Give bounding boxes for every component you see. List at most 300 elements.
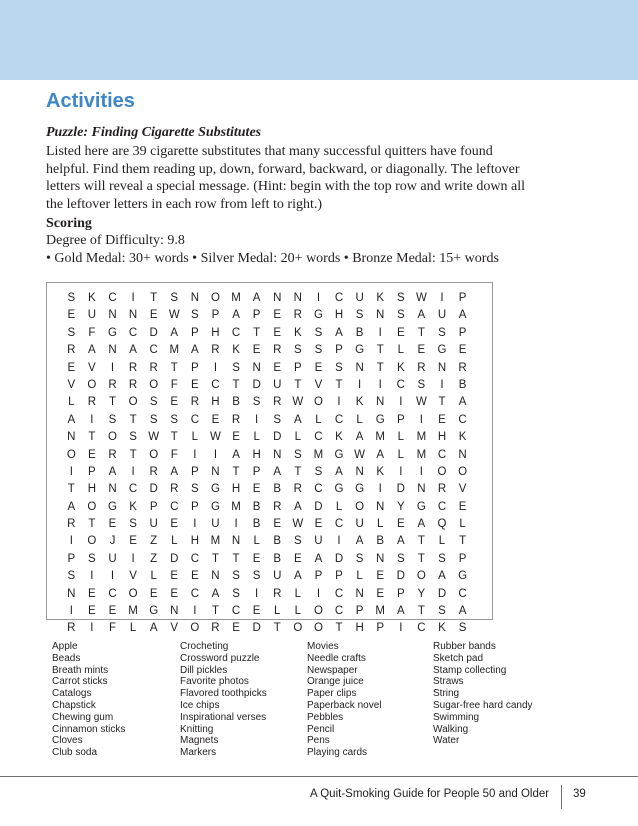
- word-list-item: Straws: [433, 676, 464, 688]
- grid-letter: B: [273, 552, 282, 565]
- word-list-item: Inspirational verses: [180, 711, 267, 723]
- grid-letter: O: [293, 622, 303, 635]
- grid-letter: V: [129, 570, 137, 583]
- grid-letter: R: [190, 396, 200, 409]
- grid-letter: O: [149, 448, 159, 461]
- grid-letter: E: [108, 605, 117, 618]
- grid-letter: P: [458, 552, 467, 565]
- grid-letter: L: [397, 448, 404, 461]
- grid-letter: S: [314, 465, 323, 478]
- grid-letter: I: [378, 378, 382, 391]
- grid-letter: G: [108, 500, 117, 513]
- grid-letter: E: [252, 552, 261, 565]
- grid-letter: A: [211, 587, 220, 600]
- grid-letter: I: [255, 587, 259, 600]
- grid-letter: K: [396, 361, 405, 374]
- grid-letter: U: [149, 518, 158, 531]
- grid-letter: L: [438, 535, 446, 548]
- grid-letter: A: [129, 344, 137, 357]
- grid-letter: I: [378, 483, 382, 496]
- grid-letter: S: [191, 309, 199, 322]
- grid-letter: C: [231, 605, 241, 618]
- grid-letter: T: [129, 448, 137, 461]
- grid-letter: I: [419, 413, 423, 426]
- grid-letter: D: [396, 570, 405, 583]
- grid-letter: S: [67, 292, 76, 304]
- grid-letter: M: [128, 605, 138, 618]
- grid-letter: S: [438, 605, 446, 618]
- grid-letter: I: [213, 361, 218, 374]
- grid-letter: G: [108, 326, 117, 339]
- grid-letter: S: [396, 552, 405, 565]
- grid-letter: F: [88, 326, 96, 339]
- grid-letter: S: [67, 570, 76, 583]
- grid-letter: E: [232, 431, 240, 444]
- grid-letter: G: [313, 309, 323, 322]
- grid-letter: D: [149, 326, 158, 339]
- grid-letter: O: [313, 396, 323, 409]
- grid-letter: E: [252, 605, 261, 618]
- word-list-item: Playing cards: [307, 747, 368, 759]
- grid-letter: D: [273, 431, 282, 444]
- grid-letter: T: [232, 378, 240, 391]
- scoring-heading: Scoring: [46, 216, 92, 231]
- word-list-item: Walking: [433, 723, 469, 735]
- grid-letter: T: [150, 292, 158, 304]
- grid-letter: R: [273, 344, 282, 357]
- grid-letter: M: [313, 448, 324, 461]
- grid-letter: L: [253, 431, 260, 444]
- grid-letter: O: [128, 587, 138, 600]
- grid-letter: H: [87, 483, 97, 496]
- grid-letter: L: [335, 500, 343, 513]
- grid-letter: P: [67, 552, 76, 565]
- grid-letter: J: [109, 535, 116, 548]
- word-list-item: Chapstick: [52, 699, 96, 711]
- grid-letter: R: [67, 518, 76, 531]
- grid-letter: A: [314, 552, 323, 565]
- grid-letter: N: [252, 361, 261, 374]
- grid-letter: A: [232, 309, 240, 322]
- grid-letter: U: [355, 518, 364, 531]
- grid-letter: E: [273, 361, 282, 374]
- word-search-grid: [61, 290, 473, 638]
- grid-letter: L: [191, 431, 199, 444]
- grid-letter: U: [314, 535, 323, 548]
- grid-letter: D: [252, 378, 261, 391]
- grid-letter: A: [273, 465, 282, 478]
- grid-letter: L: [377, 518, 384, 531]
- grid-letter: I: [69, 465, 73, 478]
- grid-letter: U: [437, 309, 447, 322]
- grid-letter: M: [231, 500, 241, 513]
- grid-letter: N: [108, 344, 117, 357]
- grid-letter: A: [417, 309, 426, 322]
- grid-letter: P: [335, 344, 343, 357]
- grid-letter: G: [210, 483, 220, 496]
- grid-letter: S: [252, 570, 261, 583]
- grid-letter: C: [334, 605, 344, 618]
- grid-letter: S: [335, 361, 343, 374]
- grid-letter: A: [335, 465, 343, 478]
- grid-letter: C: [128, 483, 138, 496]
- grid-letter: T: [294, 378, 302, 391]
- grid-letter: K: [232, 344, 240, 357]
- grid-letter: D: [149, 483, 158, 496]
- grid-letter: L: [253, 535, 260, 548]
- grid-letter: A: [170, 326, 179, 339]
- grid-letter: N: [67, 587, 76, 600]
- grid-letter: S: [293, 344, 302, 357]
- grid-letter: E: [314, 518, 323, 531]
- grid-letter: T: [335, 378, 343, 391]
- grid-letter: G: [355, 483, 365, 496]
- word-list-item: Club soda: [52, 747, 98, 759]
- grid-letter: Q: [437, 518, 447, 531]
- grid-letter: T: [294, 465, 302, 478]
- grid-letter: P: [211, 309, 220, 322]
- grid-letter: M: [231, 292, 241, 304]
- grid-letter: E: [67, 361, 76, 374]
- grid-letter: I: [399, 465, 403, 478]
- word-list-item: Cinnamon sticks: [52, 723, 126, 735]
- header-band: [0, 0, 638, 80]
- grid-letter: U: [87, 309, 97, 322]
- grid-letter: R: [211, 344, 220, 357]
- grid-letter: L: [315, 413, 322, 426]
- grid-letter: K: [335, 431, 343, 444]
- grid-letter: A: [458, 396, 467, 409]
- grid-letter: Z: [150, 552, 158, 565]
- grid-letter: I: [337, 396, 341, 409]
- grid-letter: B: [273, 535, 282, 548]
- grid-letter: N: [376, 396, 385, 409]
- grid-letter: M: [416, 448, 427, 461]
- grid-letter: N: [376, 500, 385, 513]
- word-list-item: Chewing gum: [52, 711, 114, 723]
- grid-letter: V: [170, 622, 179, 635]
- grid-letter: P: [335, 570, 343, 583]
- grid-letter: L: [129, 622, 137, 635]
- grid-letter: K: [129, 500, 137, 513]
- grid-letter: C: [108, 292, 117, 304]
- grid-letter: S: [149, 413, 158, 426]
- grid-letter: C: [334, 518, 344, 531]
- grid-letter: N: [170, 605, 179, 618]
- grid-letter: L: [68, 396, 75, 409]
- grid-letter: S: [232, 587, 240, 600]
- grid-letter: N: [437, 361, 447, 374]
- grid-letter: T: [253, 326, 261, 339]
- grid-letter: S: [273, 413, 282, 426]
- grid-letter: E: [376, 570, 385, 583]
- grid-letter: I: [110, 361, 115, 374]
- grid-letter: N: [376, 309, 385, 322]
- grid-letter: E: [376, 587, 385, 600]
- grid-letter: I: [110, 570, 115, 583]
- grid-letter: L: [294, 605, 302, 618]
- grid-letter: R: [149, 465, 158, 478]
- grid-letter: N: [190, 292, 200, 304]
- word-list-item: Breath mints: [52, 664, 109, 676]
- grid-letter: S: [149, 396, 158, 409]
- grid-letter: M: [375, 431, 385, 444]
- grid-letter: K: [88, 292, 96, 304]
- grid-letter: C: [437, 500, 447, 513]
- grid-letter: E: [314, 361, 323, 374]
- grid-letter: A: [88, 344, 96, 357]
- grid-letter: C: [334, 587, 344, 600]
- grid-letter: R: [128, 378, 138, 391]
- grid-letter: P: [396, 413, 405, 426]
- footer-separator: [561, 785, 562, 809]
- grid-letter: I: [316, 292, 321, 304]
- grid-letter: E: [149, 587, 158, 600]
- word-list-item: Movies: [307, 641, 339, 652]
- grid-letter: S: [396, 309, 405, 322]
- word-list-column-2: [180, 641, 267, 759]
- grid-letter: G: [458, 570, 468, 583]
- grid-letter: W: [168, 309, 180, 322]
- word-list-item: Flavored toothpicks: [180, 688, 267, 700]
- grid-letter: V: [458, 483, 467, 496]
- grid-letter: I: [90, 413, 94, 426]
- grid-letter: N: [108, 309, 117, 322]
- grid-letter: Y: [417, 587, 426, 600]
- grid-letter: G: [334, 448, 344, 461]
- grid-letter: B: [273, 483, 282, 496]
- grid-letter: D: [437, 587, 447, 600]
- grid-letter: S: [67, 326, 76, 339]
- grid-letter: I: [90, 622, 94, 635]
- word-list-item: Pens: [307, 735, 330, 747]
- grid-letter: T: [170, 431, 178, 444]
- grid-letter: K: [458, 431, 467, 444]
- grid-letter: R: [211, 622, 220, 635]
- grid-letter: N: [293, 292, 302, 304]
- grid-letter: E: [293, 552, 302, 565]
- grid-letter: C: [458, 413, 467, 426]
- grid-letter: A: [170, 465, 179, 478]
- grid-letter: L: [356, 413, 363, 426]
- grid-letter: T: [211, 605, 219, 618]
- grid-letter: D: [170, 552, 179, 565]
- grid-letter: T: [335, 622, 343, 635]
- medal-levels: • Gold Medal: 30+ words • Silver Medal: 20+ words • Bronze Medal: 15+ words: [46, 251, 499, 266]
- grid-letter: A: [149, 622, 158, 635]
- grid-letter: P: [355, 605, 364, 618]
- grid-letter: L: [459, 518, 466, 531]
- grid-letter: T: [273, 622, 281, 635]
- word-list-item: Apple: [52, 641, 78, 652]
- grid-letter: R: [458, 361, 467, 374]
- grid-letter: I: [193, 605, 197, 618]
- grid-letter: R: [108, 448, 117, 461]
- grid-letter: D: [396, 483, 405, 496]
- grid-letter: P: [376, 622, 385, 635]
- grid-letter: R: [417, 361, 426, 374]
- grid-letter: E: [88, 605, 96, 618]
- grid-letter: K: [293, 326, 302, 339]
- grid-letter: C: [190, 552, 200, 565]
- grid-letter: S: [458, 622, 467, 635]
- word-list-item: Cloves: [52, 735, 83, 747]
- grid-letter: O: [416, 570, 426, 583]
- grid-letter: T: [438, 396, 446, 409]
- grid-letter: I: [378, 326, 382, 339]
- grid-letter: C: [334, 292, 344, 304]
- grid-letter: N: [355, 465, 364, 478]
- grid-letter: P: [458, 292, 467, 304]
- grid-letter: N: [355, 587, 364, 600]
- word-list-item: Newspaper: [307, 664, 358, 676]
- grid-letter: I: [193, 518, 197, 531]
- grid-letter: I: [213, 448, 218, 461]
- grid-letter: S: [170, 413, 179, 426]
- grid-letter: U: [211, 518, 220, 531]
- word-list-column-1: [52, 641, 125, 759]
- grid-letter: W: [292, 396, 304, 409]
- grid-letter: E: [129, 535, 137, 548]
- grid-letter: T: [129, 413, 137, 426]
- grid-letter: A: [293, 500, 302, 513]
- grid-letter: F: [170, 378, 178, 391]
- grid-letter: I: [90, 570, 94, 583]
- grid-letter: O: [313, 622, 323, 635]
- grid-letter: I: [358, 378, 362, 391]
- grid-letter: C: [314, 483, 323, 496]
- grid-letter: B: [458, 378, 467, 391]
- grid-letter: G: [375, 413, 385, 426]
- grid-letter: N: [355, 361, 364, 374]
- grid-letter: E: [170, 570, 179, 583]
- grid-letter: T: [232, 552, 240, 565]
- grid-letter: P: [458, 326, 467, 339]
- word-list-item: Catalogs: [52, 688, 92, 700]
- grid-letter: F: [170, 448, 178, 461]
- grid-letter: C: [231, 326, 241, 339]
- grid-letter: L: [294, 587, 302, 600]
- word-list-item: Favorite photos: [180, 676, 249, 688]
- grid-letter: H: [211, 326, 220, 339]
- section-title: Activities: [46, 90, 135, 112]
- grid-letter: T: [108, 396, 116, 409]
- grid-letter: U: [273, 378, 282, 391]
- word-list-item: Rubber bands: [433, 641, 496, 652]
- grid-letter: C: [211, 378, 220, 391]
- grid-letter: E: [273, 326, 282, 339]
- grid-letter: W: [148, 431, 160, 444]
- word-list-item: Beads: [52, 652, 81, 664]
- grid-letter: L: [397, 431, 404, 444]
- grid-letter: A: [108, 465, 117, 478]
- grid-letter: T: [376, 344, 384, 357]
- word-list-item: Ice chips: [180, 699, 220, 711]
- grid-letter: A: [293, 413, 302, 426]
- grid-letter: H: [190, 535, 200, 548]
- grid-letter: N: [128, 309, 138, 322]
- grid-letter: M: [375, 605, 385, 618]
- grid-letter: N: [67, 431, 76, 444]
- grid-letter: W: [292, 518, 304, 531]
- word-list-item: Knitting: [180, 723, 214, 735]
- grid-letter: E: [170, 396, 179, 409]
- grid-letter: O: [355, 500, 365, 513]
- grid-letter: S: [232, 570, 240, 583]
- grid-letter: E: [191, 570, 199, 583]
- grid-letter: K: [376, 292, 385, 304]
- grid-letter: E: [252, 344, 261, 357]
- grid-letter: H: [231, 483, 241, 496]
- grid-letter: E: [438, 413, 446, 426]
- grid-letter: C: [437, 448, 447, 461]
- grid-letter: N: [273, 292, 282, 304]
- grid-letter: L: [171, 535, 178, 548]
- grid-letter: K: [438, 622, 446, 635]
- grid-letter: L: [274, 605, 281, 618]
- grid-letter: B: [376, 535, 385, 548]
- grid-letter: T: [459, 535, 467, 548]
- grid-letter: E: [149, 309, 158, 322]
- grid-letter: C: [417, 622, 426, 635]
- grid-letter: S: [314, 326, 323, 339]
- grid-letter: A: [355, 535, 364, 548]
- grid-letter: T: [417, 535, 425, 548]
- grid-letter: R: [231, 413, 241, 426]
- grid-letter: T: [88, 518, 96, 531]
- grid-letter: I: [131, 465, 135, 478]
- word-list-item: Paperback novel: [307, 699, 382, 711]
- word-list-item: Crossword puzzle: [180, 652, 260, 664]
- grid-letter: O: [87, 535, 97, 548]
- word-list-item: Dill pickles: [180, 664, 228, 676]
- footer-title: A Quit-Smoking Guide for People 50 and Older: [310, 788, 550, 800]
- grid-letter: K: [355, 396, 364, 409]
- grid-letter: E: [396, 326, 405, 339]
- grid-letter: B: [252, 518, 261, 531]
- grid-letter: T: [211, 552, 219, 565]
- grid-letter: R: [149, 361, 158, 374]
- grid-letter: A: [396, 605, 405, 618]
- grid-letter: N: [231, 535, 241, 548]
- grid-letter: R: [293, 309, 302, 322]
- grid-letter: U: [355, 292, 364, 304]
- grid-letter: T: [417, 605, 425, 618]
- grid-letter: M: [169, 344, 180, 357]
- grid-letter: R: [128, 361, 138, 374]
- grid-letter: C: [108, 587, 117, 600]
- grid-letter: I: [131, 552, 135, 565]
- grid-letter: I: [399, 622, 403, 635]
- grid-letter: S: [129, 431, 137, 444]
- grid-letter: S: [438, 552, 446, 565]
- word-list-item: Orange juice: [307, 676, 364, 688]
- grid-letter: R: [273, 587, 282, 600]
- grid-letter: H: [211, 396, 220, 409]
- grid-letter: S: [129, 518, 137, 531]
- word-list-item: Stamp collecting: [433, 664, 507, 676]
- grid-letter: P: [252, 309, 261, 322]
- grid-letter: P: [191, 361, 199, 374]
- grid-letter: E: [67, 309, 76, 322]
- grid-letter: P: [314, 570, 323, 583]
- grid-letter: V: [88, 361, 96, 374]
- grid-letter: E: [88, 448, 96, 461]
- word-list-item: String: [433, 688, 460, 700]
- word-list-item: Water: [433, 735, 460, 747]
- grid-letter: C: [396, 378, 405, 391]
- grid-letter: E: [108, 518, 117, 531]
